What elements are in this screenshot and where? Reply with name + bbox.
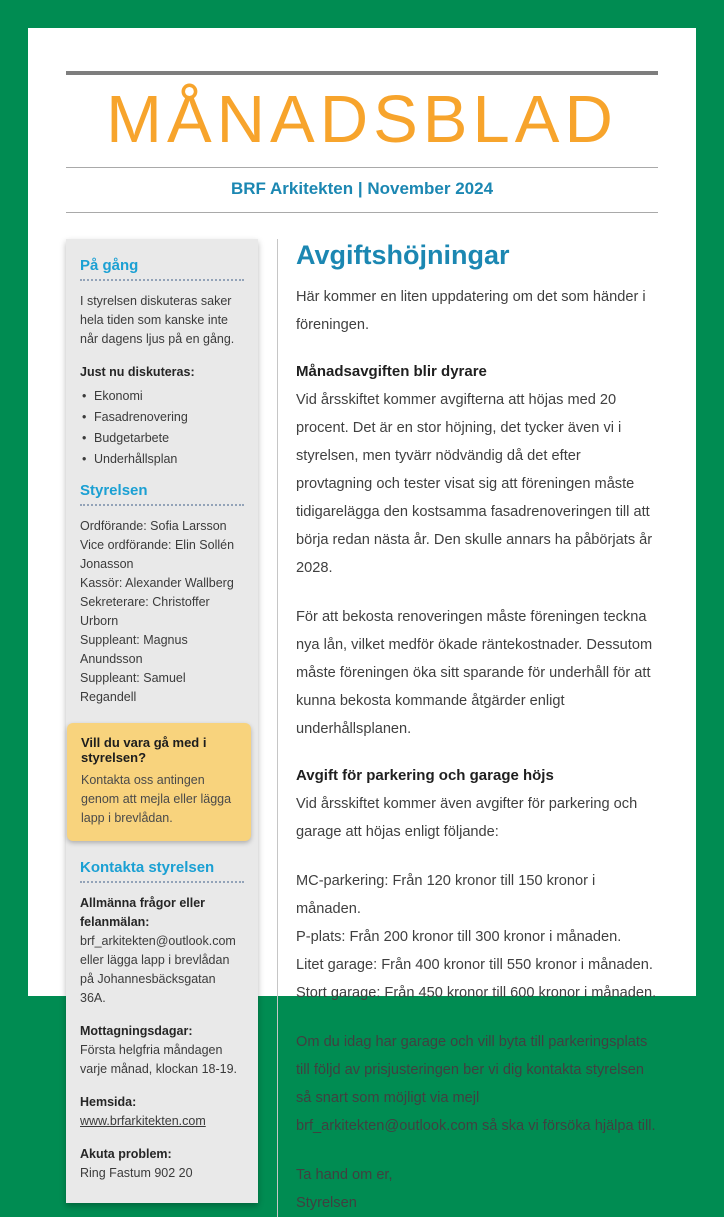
article-intro: Här kommer en liten uppdatering om det som händer i föreningen. — [296, 289, 646, 334]
sidebar-heading-kontakta: Kontakta styrelsen — [80, 859, 215, 877]
price-line: Litet garage: Från 400 kronor till 550 kronor i månaden. — [296, 957, 653, 974]
discussion-topics-list — [80, 389, 244, 466]
section-subheading: Månadsavgiften blir dyrare — [296, 363, 487, 381]
sidebar-heading-styrelsen: Styrelsen — [80, 482, 148, 500]
contact-urgent-body: Ring Fastum 902 20 — [80, 1166, 193, 1181]
board-members-list — [80, 517, 244, 707]
dotted-divider — [80, 279, 244, 281]
pa-gang-intro: I styrelsen diskuteras saker hela tiden som kanske inte når dagens ljus på en gång. — [80, 294, 235, 347]
board-member: Sekreterare: Christoffer Urborn — [80, 595, 210, 629]
signoff-line: Styrelsen — [296, 1195, 357, 1212]
signoff — [296, 1161, 658, 1217]
price-line: MC-parkering: Från 120 kronor till 150 kronor i månaden. — [296, 873, 596, 918]
callout-title: Vill du vara gå med i styrelsen? — [81, 735, 207, 766]
section-subheading: Avgift för parkering och garage höjs — [296, 767, 554, 785]
article-paragraph: För att bekosta renoveringen måste föreningen teckna nya lån, vilket medför ökade räntekostnader. Dessutom måste föreningen öka sitt sparande för underhåll för att kunna bekosta kommande åtgärder enligt underhållsplanen. — [296, 609, 653, 738]
sidebar-heading-pa-gang: På gång — [80, 257, 139, 275]
price-list — [296, 867, 658, 1007]
subtitle-bottom-divider — [66, 212, 658, 213]
main-article — [278, 239, 658, 1217]
contact-general-body: brf_arkitekten@outlook.com eller lägga lapp i brevlådan på Johannesbäcksgatan 36A. — [80, 934, 236, 1006]
list-item: • Fasadrenovering — [80, 410, 244, 424]
page — [28, 28, 696, 1212]
price-line: Stort garage: Från 450 kronor till 600 kronor i månaden. — [296, 985, 657, 1002]
board-member: Suppleant: Magnus Anundsson — [80, 633, 188, 667]
top-rule-divider — [66, 71, 658, 75]
board-member: Suppleant: Samuel Regandell — [80, 671, 186, 705]
article-title: Avgiftshöjningar — [296, 240, 510, 271]
contact-visiting-body: Första helgfria måndagen varje månad, klockan 18-19. — [80, 1043, 238, 1077]
article-paragraph: Om du idag har garage och vill byta till parkeringsplats till följd av prisjusteringen ber vi dig kontakta styrelsen så snart som möjligt via mejl brf_arkitekten@outlook.com så ska vi försöka hjälpa till. — [296, 1034, 656, 1135]
website-link[interactable]: www.brfarkitekten.com — [80, 1114, 206, 1129]
contact-general-label: Allmänna frågor eller felanmälan: — [80, 896, 206, 930]
board-member: Vice ordförande: Elin Sollén Jonasson — [80, 538, 235, 572]
board-member: Kassör: Alexander Wallberg — [80, 576, 234, 591]
newsletter-title: MÅNADSBLAD — [106, 82, 618, 157]
pa-gang-list-title: Just nu diskuteras: — [80, 365, 195, 380]
dotted-divider — [80, 504, 244, 506]
newsletter-subtitle: BRF Arkitekten | November 2024 — [230, 179, 494, 199]
article-paragraph: Vid årsskiftet kommer även avgifter för parkering och garage att höjas enligt följande: — [296, 796, 638, 841]
contact-website-label: Hemsida: — [80, 1095, 137, 1110]
contact-urgent-label: Akuta problem: — [80, 1147, 172, 1162]
list-item: • Ekonomi — [80, 389, 244, 403]
list-item: • Underhållsplan — [80, 452, 244, 466]
price-line: P-plats: Från 200 kronor till 300 kronor i månaden. — [296, 929, 622, 946]
contact-visiting-label: Mottagningsdagar: — [80, 1024, 193, 1039]
join-board-callout — [67, 723, 251, 841]
sidebar — [66, 239, 258, 1203]
article-paragraph: Vid årsskiftet kommer avgifterna att höjas med 20 procent. Det är en stor höjning, det tycker även vi i styrelsen, men tyvärr nödvändig då det efter provtagning och tester visat sig att föreningen måste tidigarelägga den kostsamma fasadrenoveringen till att börja redan nästa år. Den skulle annars ha påbörjats år 2028. — [296, 392, 653, 577]
dotted-divider — [80, 881, 244, 883]
callout-body: Kontakta oss antingen genom att mejla eller lägga lapp i brevlådan. — [81, 773, 232, 826]
board-member: Ordförande: Sofia Larsson — [80, 519, 227, 534]
list-item: • Budgetarbete — [80, 431, 244, 445]
signoff-line: Ta hand om er, — [296, 1167, 393, 1184]
